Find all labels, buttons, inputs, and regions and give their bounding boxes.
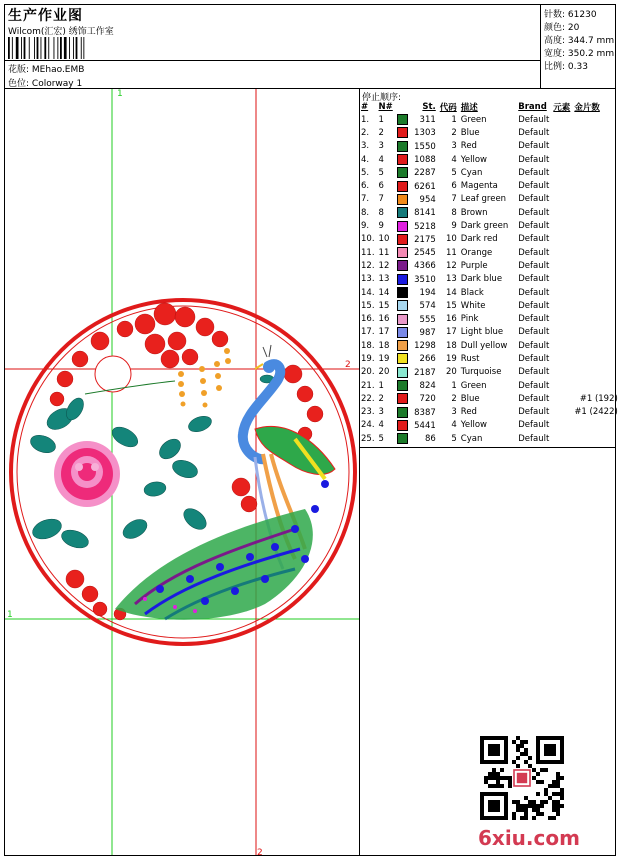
row-stitches: 2545 xyxy=(395,246,438,259)
row-sequins xyxy=(572,126,620,139)
row-sequins xyxy=(572,259,620,272)
row-n: 17 xyxy=(378,327,390,338)
row-sequins xyxy=(572,153,620,166)
table-row xyxy=(359,179,620,192)
row-index: 1. xyxy=(361,114,370,125)
color-swatch xyxy=(397,260,408,271)
color-swatch xyxy=(397,367,408,378)
row-desc: Dark blue xyxy=(460,274,503,285)
row-n: 2 xyxy=(378,127,384,138)
row-brand: Default xyxy=(518,127,550,138)
table-bottom-divider xyxy=(359,447,616,448)
row-brand: Default xyxy=(518,114,550,125)
row-n: 3 xyxy=(378,407,384,418)
row-stitches: 574 xyxy=(395,299,438,312)
peony xyxy=(54,441,120,507)
row-sequins xyxy=(572,246,620,259)
info-divider xyxy=(540,4,541,88)
color-swatch xyxy=(397,194,408,205)
color-swatch xyxy=(397,287,408,298)
color-swatch xyxy=(397,380,408,391)
row-sequins xyxy=(572,366,620,379)
row-stitches: 1298 xyxy=(395,339,438,352)
design-file xyxy=(8,62,84,75)
row-brand: Default xyxy=(518,327,550,338)
row-desc: Light blue xyxy=(460,327,504,338)
col-stitches: St. xyxy=(422,101,436,112)
row-code: 8 xyxy=(451,207,457,218)
row-desc: Turquoise xyxy=(460,367,502,378)
row-element xyxy=(551,246,572,259)
row-desc: Dark red xyxy=(460,234,498,245)
row-code: 20 xyxy=(445,367,457,378)
table-row xyxy=(359,273,620,286)
color-swatch xyxy=(397,141,408,152)
row-code: 7 xyxy=(451,194,457,205)
row-stitches: 6261 xyxy=(395,179,438,192)
table-row xyxy=(359,153,620,166)
row-index: 16. xyxy=(361,314,375,325)
row-n: 8 xyxy=(378,207,384,218)
row-brand: Default xyxy=(518,167,550,178)
table-row xyxy=(359,193,620,206)
row-brand: Default xyxy=(518,274,550,285)
row-n: 14 xyxy=(378,287,390,298)
row-sequins xyxy=(572,419,620,432)
row-index: 10. xyxy=(361,234,375,245)
row-sequins xyxy=(572,352,620,365)
table-row xyxy=(359,166,620,179)
color-swatch xyxy=(397,314,408,325)
row-element xyxy=(551,233,572,246)
info-scale: 比例: 0.33 xyxy=(544,62,588,72)
row-sequins xyxy=(572,379,620,392)
table-row xyxy=(359,392,620,405)
row-desc: Dark green xyxy=(460,221,509,232)
color-swatch xyxy=(397,207,408,218)
color-swatch xyxy=(397,247,408,258)
col-code: 代码 xyxy=(439,102,457,113)
row-index: 15. xyxy=(361,300,375,311)
row-stitches: 2287 xyxy=(395,166,438,179)
row-code: 9 xyxy=(451,221,457,232)
col-index: # xyxy=(361,101,369,112)
table-row xyxy=(359,326,620,339)
colorway xyxy=(8,76,82,89)
row-desc: Rust xyxy=(460,353,480,364)
row-element xyxy=(551,339,572,352)
row-element xyxy=(551,406,572,419)
row-sequins xyxy=(572,233,620,246)
col-element: 元素 xyxy=(553,102,571,113)
table-row xyxy=(359,299,620,312)
row-brand: Default xyxy=(518,340,550,351)
row-brand: Default xyxy=(518,367,550,378)
row-sequins xyxy=(572,179,620,192)
table-row xyxy=(359,406,620,419)
row-element xyxy=(551,153,572,166)
row-brand: Default xyxy=(518,221,550,232)
row-brand: Default xyxy=(518,353,550,364)
moon xyxy=(95,356,131,392)
table-row xyxy=(359,432,620,445)
row-stitches: 720 xyxy=(395,392,438,405)
color-swatch xyxy=(397,433,408,444)
table-row xyxy=(359,140,620,153)
qr-code-icon xyxy=(480,736,564,820)
row-index: 23. xyxy=(361,407,375,418)
row-element xyxy=(551,273,572,286)
row-brand: Default xyxy=(518,420,550,431)
axis-label-top-1: 1 xyxy=(117,89,123,99)
row-stitches: 194 xyxy=(395,286,438,299)
row-element xyxy=(551,193,572,206)
axis-label-right-2: 2 xyxy=(345,360,351,370)
row-sequins xyxy=(572,140,620,153)
row-stitches: 2187 xyxy=(395,366,438,379)
color-swatch xyxy=(397,234,408,245)
row-desc: Green xyxy=(460,380,487,391)
color-swatch xyxy=(397,127,408,138)
row-n: 4 xyxy=(378,154,384,165)
info-width: 宽度: 350.2 mm xyxy=(544,49,615,59)
row-element xyxy=(551,326,572,339)
row-index: 4. xyxy=(361,154,370,165)
row-code: 2 xyxy=(451,127,457,138)
bottom-left-flowers xyxy=(66,570,126,620)
row-code: 19 xyxy=(445,353,457,364)
row-desc: Yellow xyxy=(460,154,487,165)
row-stitches: 8387 xyxy=(395,406,438,419)
row-desc: Pink xyxy=(460,314,479,325)
row-brand: Default xyxy=(518,287,550,298)
row-code: 4 xyxy=(451,154,457,165)
row-element xyxy=(551,206,572,219)
row-index: 20. xyxy=(361,367,375,378)
row-brand: Default xyxy=(518,300,550,311)
row-code: 10 xyxy=(445,234,457,245)
studio-name: Wilcom(汇宏) 绣饰工作室 xyxy=(8,27,114,37)
row-code: 16 xyxy=(445,314,457,325)
row-code: 12 xyxy=(445,260,457,271)
row-index: 17. xyxy=(361,327,375,338)
row-desc: Blue xyxy=(460,127,480,138)
row-sequins xyxy=(572,166,620,179)
row-n: 15 xyxy=(378,300,390,311)
row-sequins xyxy=(572,432,620,445)
color-swatch xyxy=(397,274,408,285)
row-code: 4 xyxy=(451,420,457,431)
table-row xyxy=(359,352,620,365)
row-n: 1 xyxy=(378,114,384,125)
table-row xyxy=(359,286,620,299)
row-element xyxy=(551,140,572,153)
table-row xyxy=(359,206,620,219)
row-code: 3 xyxy=(451,407,457,418)
row-index: 19. xyxy=(361,353,375,364)
row-code: 6 xyxy=(451,181,457,192)
row-stitches: 266 xyxy=(395,352,438,365)
row-stitches: 1550 xyxy=(395,140,438,153)
row-stitches: 555 xyxy=(395,312,438,325)
design-label: 花版: xyxy=(8,65,30,75)
row-index: 22. xyxy=(361,393,375,404)
table-header-row xyxy=(359,100,620,113)
table-row xyxy=(359,233,620,246)
row-desc: White xyxy=(460,300,486,311)
row-brand: Default xyxy=(518,433,550,444)
row-index: 12. xyxy=(361,260,375,271)
row-sequins xyxy=(572,339,620,352)
row-index: 2. xyxy=(361,127,370,138)
page-title: 生产作业图 xyxy=(8,8,83,24)
row-code: 18 xyxy=(445,340,457,351)
row-n: 12 xyxy=(378,260,390,271)
row-desc: Brown xyxy=(460,207,488,218)
row-code: 2 xyxy=(451,393,457,404)
table-row xyxy=(359,339,620,352)
row-brand: Default xyxy=(518,234,550,245)
row-desc: Dull yellow xyxy=(460,340,508,351)
row-desc: Cyan xyxy=(460,167,483,178)
row-n: 11 xyxy=(378,247,390,258)
col-sequins: 金片数 xyxy=(574,102,600,113)
row-code: 13 xyxy=(445,274,457,285)
row-stitches: 4366 xyxy=(395,259,438,272)
colorway-value: Colorway 1 xyxy=(31,79,83,89)
color-swatch xyxy=(397,353,408,364)
row-code: 14 xyxy=(445,287,457,298)
row-brand: Default xyxy=(518,314,550,325)
row-element xyxy=(551,366,572,379)
row-desc: Red xyxy=(460,407,477,418)
row-element xyxy=(551,299,572,312)
info-height: 高度: 344.7 mm xyxy=(544,36,615,46)
row-code: 5 xyxy=(451,167,457,178)
row-index: 18. xyxy=(361,340,375,351)
row-index: 25. xyxy=(361,433,375,444)
row-element xyxy=(551,286,572,299)
row-stitches: 954 xyxy=(395,193,438,206)
row-element xyxy=(551,352,572,365)
row-n: 3 xyxy=(378,141,384,152)
row-stitches: 1088 xyxy=(395,153,438,166)
row-sequins xyxy=(572,193,620,206)
row-index: 14. xyxy=(361,287,375,298)
row-n: 20 xyxy=(378,367,390,378)
row-brand: Default xyxy=(518,141,550,152)
row-stitches: 987 xyxy=(395,326,438,339)
table-row xyxy=(359,312,620,325)
row-desc: Magenta xyxy=(460,181,498,192)
row-sequins xyxy=(572,219,620,232)
table-row xyxy=(359,219,620,232)
row-brand: Default xyxy=(518,247,550,258)
design-value: MEhao.EMB xyxy=(31,65,85,75)
color-swatch xyxy=(397,154,408,165)
info-stitches: 针数: 61230 xyxy=(544,10,597,20)
row-sequins xyxy=(572,312,620,325)
row-stitches: 2175 xyxy=(395,233,438,246)
col-brand: Brand xyxy=(518,101,547,112)
color-swatch xyxy=(397,114,408,125)
row-stitches: 8141 xyxy=(395,206,438,219)
col-desc: 描述 xyxy=(460,102,478,113)
row-element xyxy=(551,166,572,179)
color-swatch xyxy=(397,221,408,232)
row-index: 7. xyxy=(361,194,370,205)
barcode-divider xyxy=(4,60,540,61)
stop-sequence-title: 停止顺序: xyxy=(362,93,402,103)
axis-label-bottom-2: 2 xyxy=(257,848,263,855)
color-swatch xyxy=(397,393,408,404)
row-desc: Purple xyxy=(460,260,488,271)
row-desc: Yellow xyxy=(460,420,487,431)
row-n: 4 xyxy=(378,420,384,431)
table-row xyxy=(359,259,620,272)
row-element xyxy=(551,113,572,126)
row-brand: Default xyxy=(518,154,550,165)
row-stitches: 311 xyxy=(395,113,438,126)
row-element xyxy=(551,259,572,272)
row-n: 19 xyxy=(378,353,390,364)
stop-sequence-table xyxy=(359,100,620,445)
row-stitches: 3510 xyxy=(395,273,438,286)
row-n: 2 xyxy=(378,393,384,404)
row-index: 24. xyxy=(361,420,375,431)
row-sequins: #1 (2422) xyxy=(574,407,618,418)
row-code: 17 xyxy=(445,327,457,338)
row-sequins xyxy=(572,286,620,299)
row-element xyxy=(551,179,572,192)
colorway-label: 色位: xyxy=(8,79,30,89)
row-code: 11 xyxy=(445,247,457,258)
row-element xyxy=(551,379,572,392)
table-row xyxy=(359,113,620,126)
row-element xyxy=(551,419,572,432)
row-sequins xyxy=(572,273,620,286)
row-element xyxy=(551,219,572,232)
row-element xyxy=(551,312,572,325)
color-swatch xyxy=(397,420,408,431)
barcode-icon xyxy=(8,37,118,59)
row-n: 13 xyxy=(378,274,390,285)
row-index: 9. xyxy=(361,221,370,232)
col-n: N# xyxy=(378,101,393,112)
row-desc: Cyan xyxy=(460,433,483,444)
table-row xyxy=(359,419,620,432)
row-n: 18 xyxy=(378,340,390,351)
row-code: 15 xyxy=(445,300,457,311)
table-row xyxy=(359,379,620,392)
row-desc: Blue xyxy=(460,393,480,404)
row-brand: Default xyxy=(518,194,550,205)
row-sequins xyxy=(572,299,620,312)
row-index: 8. xyxy=(361,207,370,218)
site-logo: 6xiu.com xyxy=(478,826,580,850)
row-code: 5 xyxy=(451,433,457,444)
row-element xyxy=(551,432,572,445)
row-desc: Red xyxy=(460,141,477,152)
row-n: 5 xyxy=(378,433,384,444)
row-desc: Black xyxy=(460,287,484,298)
row-code: 1 xyxy=(451,380,457,391)
row-stitches: 5218 xyxy=(395,219,438,232)
color-swatch xyxy=(397,167,408,178)
table-row xyxy=(359,366,620,379)
embroidery-canvas xyxy=(5,89,359,855)
row-index: 13. xyxy=(361,274,375,285)
row-index: 21. xyxy=(361,380,375,391)
color-swatch xyxy=(397,327,408,338)
row-stitches: 1303 xyxy=(395,126,438,139)
axis-label-left-1: 1 xyxy=(7,610,13,620)
row-desc: Orange xyxy=(460,247,493,258)
row-sequins xyxy=(572,206,620,219)
row-brand: Default xyxy=(518,407,550,418)
row-sequins xyxy=(572,113,620,126)
row-index: 5. xyxy=(361,167,370,178)
row-n: 10 xyxy=(378,234,390,245)
color-swatch xyxy=(397,340,408,351)
row-brand: Default xyxy=(518,380,550,391)
row-brand: Default xyxy=(518,260,550,271)
color-swatch xyxy=(397,300,408,311)
table-row xyxy=(359,126,620,139)
color-swatch xyxy=(397,181,408,192)
color-swatch xyxy=(397,407,408,418)
row-stitches: 5441 xyxy=(395,419,438,432)
row-index: 3. xyxy=(361,141,370,152)
row-n: 5 xyxy=(378,167,384,178)
row-n: 6 xyxy=(378,181,384,192)
row-brand: Default xyxy=(518,181,550,192)
row-desc: Leaf green xyxy=(460,194,507,205)
row-stitches: 824 xyxy=(395,379,438,392)
info-colors: 颜色: 20 xyxy=(544,23,580,33)
row-n: 7 xyxy=(378,194,384,205)
row-code: 3 xyxy=(451,141,457,152)
row-sequins: #1 (192) xyxy=(579,393,618,404)
row-stitches: 86 xyxy=(395,432,438,445)
row-index: 11. xyxy=(361,247,375,258)
table-row xyxy=(359,246,620,259)
row-n: 16 xyxy=(378,314,390,325)
row-n: 1 xyxy=(378,380,384,391)
row-n: 9 xyxy=(378,221,384,232)
row-element xyxy=(551,126,572,139)
row-index: 6. xyxy=(361,181,370,192)
row-sequins xyxy=(572,326,620,339)
row-code: 1 xyxy=(451,114,457,125)
row-desc: Green xyxy=(460,114,487,125)
top-flowers xyxy=(50,303,228,406)
row-element xyxy=(551,392,572,405)
row-brand: Default xyxy=(518,393,550,404)
row-brand: Default xyxy=(518,207,550,218)
